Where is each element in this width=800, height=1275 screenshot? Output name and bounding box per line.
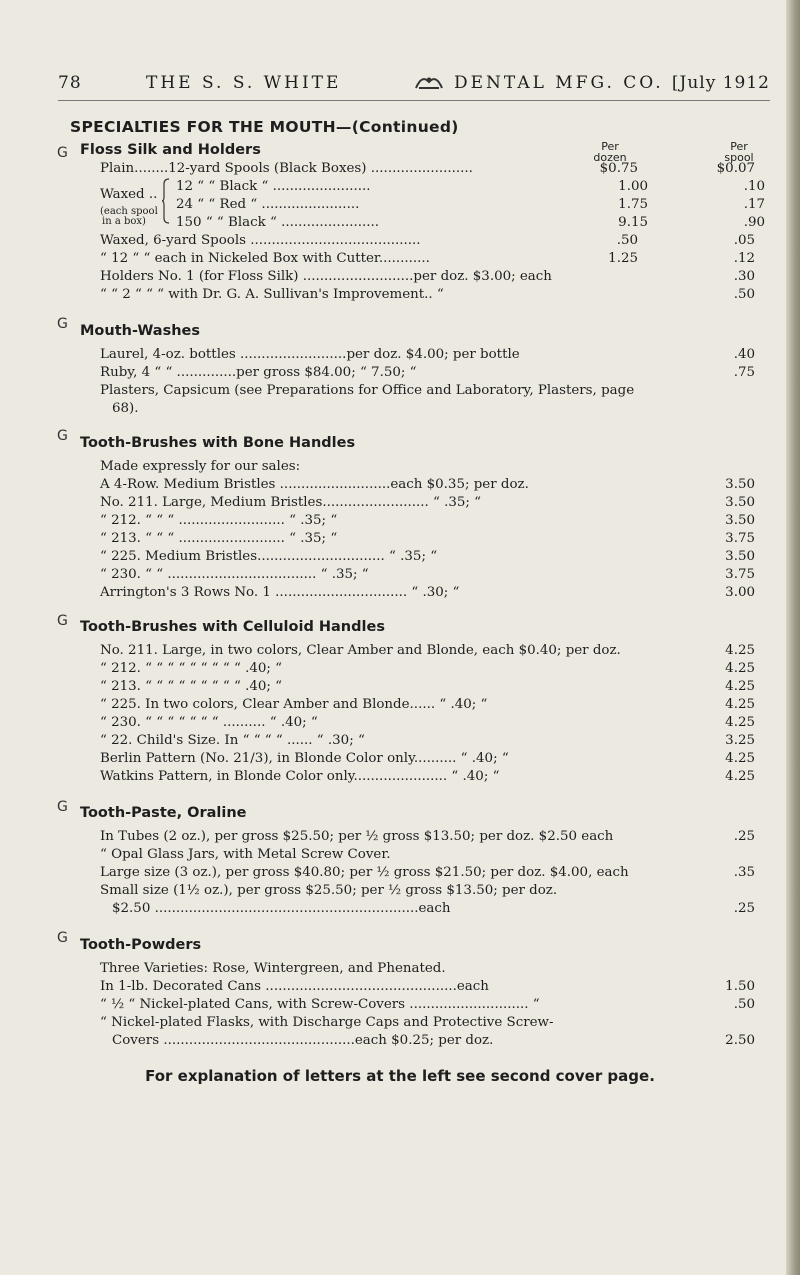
bone-row: No. 211. Large, Medium Bristles......................... “ .35; “ 3.50	[100, 495, 755, 510]
floss-row: 12 “ “ Black “ ....................... 1.00 .10	[176, 179, 765, 194]
celluloid-row: Watkins Pattern, in Blonde Color only...................... “ .40; “ 4.25	[100, 769, 755, 784]
celluloid-row: “ 22. Child's Size. In “ “ “ “ ...... “ .30; “ 3.25	[100, 733, 755, 748]
section-heading-celluloid: Tooth-Brushes with Celluloid Handles	[80, 619, 385, 635]
celluloid-row: “ 212. “ “ “ “ “ “ “ “ “ .40; “ 4.25	[100, 661, 755, 676]
section-heading-powders: Tooth-Powders	[80, 937, 202, 953]
page-number: 78	[58, 73, 82, 93]
margin-letter: G	[57, 316, 68, 332]
company-name-left: THE S. S. WHITE	[146, 73, 342, 93]
floss-row: “ “ 2 “ “ “ with Dr. G. A. Sullivan's Improvement.. “ .50	[100, 287, 755, 302]
paste-row: $2.50 ..............................................................each .25	[112, 901, 755, 916]
celluloid-row: “ 213. “ “ “ “ “ “ “ “ “ .40; “ 4.25	[100, 679, 755, 694]
celluloid-row: No. 211. Large, in two colors, Clear Amber and Blonde, each $0.40; per doz. 4.25	[100, 643, 755, 658]
margin-letter: G	[57, 930, 68, 946]
mouthwash-row: Plasters, Capsicum (see Preparations for Office and Laboratory, Plasters, page	[100, 383, 635, 398]
mouthwash-row: Ruby, 4 “ “ ..............per gross $84.00; “ 7.50; “ .75	[100, 365, 755, 380]
page-header	[58, 73, 770, 97]
bone-row: “ 225. Medium Bristles.............................. “ .35; “ 3.50	[100, 549, 755, 564]
floss-row: “ 12 “ “ each in Nickeled Box with Cutter............ 1.25 .12	[100, 251, 755, 266]
paste-row: “ Opal Glass Jars, with Metal Screw Cover.	[100, 847, 391, 862]
margin-letter: G	[57, 145, 68, 161]
page-footer: For explanation of letters at the left see second cover page.	[145, 1067, 655, 1085]
section-heading-mouthwashes: Mouth-Washes	[80, 323, 201, 339]
section-heading-bone: Tooth-Brushes with Bone Handles	[80, 435, 356, 451]
floss-row: Waxed, 6-yard Spools ........................................ .50 .05	[100, 233, 755, 248]
section-heading-paste: Tooth-Paste, Oraline	[80, 805, 247, 821]
floss-row: 24 “ “ Red “ ....................... 1.75 .17	[176, 197, 765, 212]
powder-row: “ Nickel-plated Flasks, with Discharge Caps and Protective Screw-	[100, 1015, 554, 1030]
floss-row: Holders No. 1 (for Floss Silk) ..........................per doz. $3.00; each .30	[100, 269, 755, 284]
bone-row: Arrington's 3 Rows No. 1 ............................... “ .30; “ 3.00	[100, 585, 755, 600]
margin-letter: G	[57, 613, 68, 629]
header-rule	[58, 100, 770, 101]
margin-letter: G	[57, 799, 68, 815]
floss-row: Plain........12-yard Spools (Black Boxes) ........................ $0.75 $0.07	[100, 161, 755, 176]
celluloid-row: Berlin Pattern (No. 21/3), in Blonde Color only.......... “ .40; “ 4.25	[100, 751, 755, 766]
margin-letter: G	[57, 428, 68, 444]
section-heading-floss: Floss Silk and Holders	[80, 142, 261, 158]
celluloid-row: “ 230. “ “ “ “ “ “ “ .......... “ .40; “ 4.25	[100, 715, 755, 730]
paste-row: In Tubes (2 oz.), per gross $25.50; per ½ gross $13.50; per doz. $2.50 each .25	[100, 829, 755, 844]
brace-icon	[162, 178, 170, 224]
bone-row: “ 212. “ “ “ ......................... “ .35; “ 3.50	[100, 513, 755, 528]
powder-row: Three Varieties: Rose, Wintergreen, and Phenated.	[100, 961, 446, 976]
company-name-right: DENTAL MFG. CO.	[454, 73, 664, 93]
page-date: [July 1912	[671, 73, 770, 93]
floss-row: 150 “ “ Black “ ....................... 9.15 .90	[176, 215, 765, 230]
mouthwash-row: 68).	[112, 401, 139, 416]
powder-row: Covers .............................................each $0.25; per doz. 2.50	[112, 1033, 755, 1048]
paste-row: Large size (3 oz.), per gross $40.80; per ½ gross $21.50; per doz. $4.00, each .35	[100, 865, 755, 880]
bone-intro: Made expressly for our sales:	[100, 459, 301, 474]
each-spool-label: (each spool	[100, 206, 158, 217]
bone-row: “ 213. “ “ “ ......................... “ .35; “ 3.75	[100, 531, 755, 546]
powder-row: “ ½ “ Nickel-plated Cans, with Screw-Covers ............................ “ .50	[100, 997, 755, 1012]
paste-row: Small size (1½ oz.), per gross $25.50; per ½ gross $13.50; per doz.	[100, 883, 558, 898]
page-title: SPECIALTIES FOR THE MOUTH—(Continued)	[70, 118, 459, 136]
col-head-dozen: Per dozen	[593, 140, 627, 164]
bone-row: A 4-Row. Medium Bristles ..........................each $0.35; per doz. 3.50	[100, 477, 755, 492]
mouthwash-row: Laurel, 4-oz. bottles .........................per doz. $4.00; per bottle .40	[100, 347, 755, 362]
col-head-spool: Per spool	[724, 140, 754, 164]
in-a-box-label: in a box)	[102, 216, 146, 227]
celluloid-row: “ 225. In two colors, Clear Amber and Blonde...... “ .40; “ 4.25	[100, 697, 755, 712]
waxed-label: Waxed ..	[100, 187, 158, 202]
bone-row: “ 230. “ “ ................................... “ .35; “ 3.75	[100, 567, 755, 582]
powder-row: In 1-lb. Decorated Cans .............................................each 1.50	[100, 979, 755, 994]
company-logo-icon	[414, 72, 444, 92]
